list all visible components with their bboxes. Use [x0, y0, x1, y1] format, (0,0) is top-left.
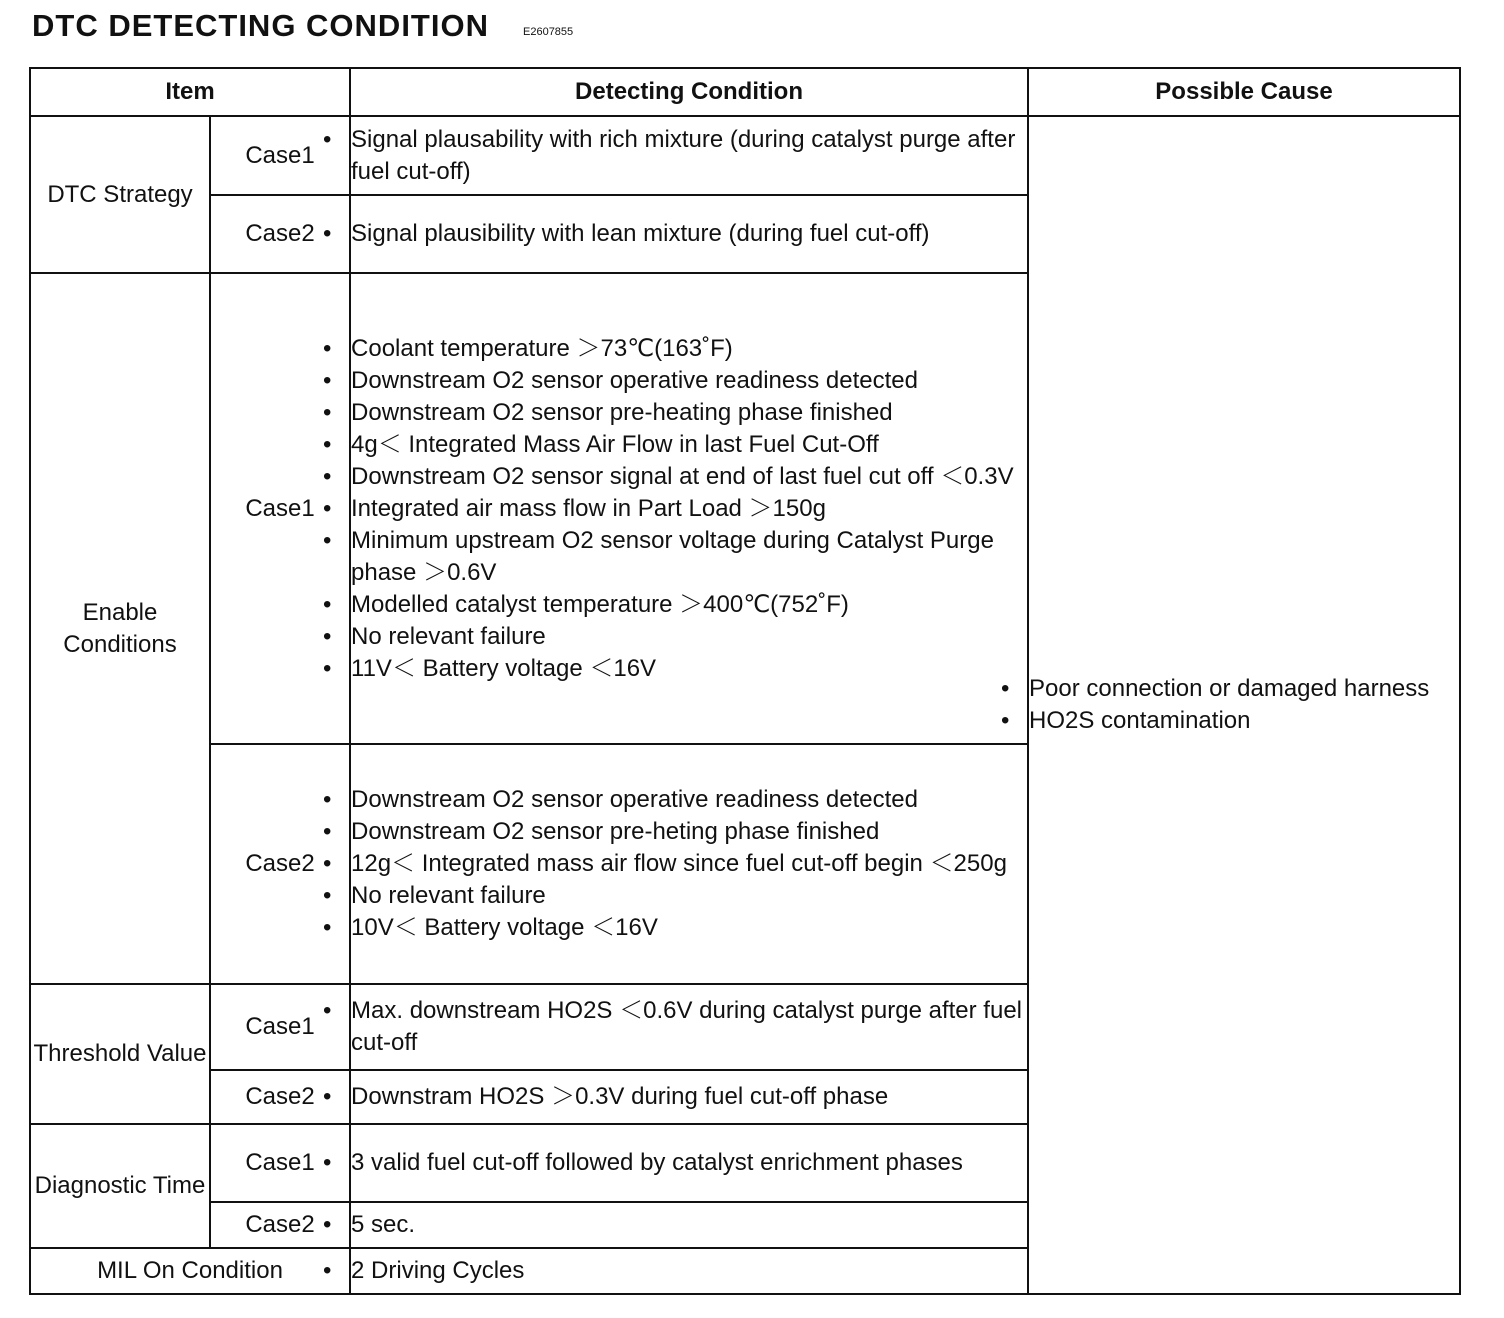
- list-item: • No relevant failure: [351, 621, 1027, 653]
- possible-cause-cell: [1028, 116, 1460, 1294]
- diagnostic-case2-conditions: [350, 1202, 1028, 1248]
- list-item: • Signal plausibility with lean mixture (during fuel cut-off): [351, 218, 1027, 250]
- condition-list: [351, 124, 1027, 188]
- list-item: • Signal plausability with rich mixture (during catalyst purge after fuel cut-off): [351, 124, 1027, 188]
- list-item: • 5 sec.: [351, 1209, 1027, 1241]
- header-possible-cause: Possible Cause: [1028, 68, 1460, 116]
- condition-list: [351, 1255, 1027, 1287]
- group-threshold-value: Threshold Value: [30, 984, 210, 1124]
- list-item: • 10V＜ Battery voltage ＜16V: [351, 912, 1027, 944]
- list-item: • No relevant failure: [351, 880, 1027, 912]
- list-item: • Downstram HO2S ＞0.3V during fuel cut-off phase: [351, 1081, 1027, 1113]
- header-item: Item: [30, 68, 350, 116]
- dtc-table: [29, 67, 1461, 1295]
- condition-list: [351, 784, 1027, 944]
- case-label: Case2: [210, 195, 350, 273]
- case-label: Case1: [210, 273, 350, 744]
- condition-list: [351, 333, 1027, 685]
- condition-list: [351, 1081, 1027, 1113]
- case-label: Case1: [210, 1124, 350, 1202]
- list-item: • 12g＜ Integrated mass air flow since fuel cut-off begin ＜250g: [351, 848, 1027, 880]
- case-label: Case1: [210, 984, 350, 1070]
- list-item: • Integrated air mass flow in Part Load ＞150g: [351, 493, 1027, 525]
- list-item: • Downstream O2 sensor operative readiness detected: [351, 784, 1027, 816]
- list-item: • Downstream O2 sensor pre-heating phase finished: [351, 397, 1027, 429]
- table-row: [30, 116, 1460, 195]
- case-label: Case2: [210, 1070, 350, 1124]
- list-item: • Downstream O2 sensor operative readiness detected: [351, 365, 1027, 397]
- case-label: Case2: [210, 744, 350, 984]
- cause-list: [1029, 673, 1459, 737]
- list-item: • Max. downstream HO2S ＜0.6V during catalyst purge after fuel cut-off: [351, 995, 1027, 1059]
- threshold-case1-conditions: [350, 984, 1028, 1070]
- strategy-case1-conditions: [350, 116, 1028, 195]
- condition-list: [351, 995, 1027, 1059]
- list-item: • Downstream O2 sensor signal at end of last fuel cut off ＜0.3V: [351, 461, 1027, 493]
- list-item: • 11V＜ Battery voltage ＜16V: [351, 653, 1027, 685]
- case-label: Case1: [210, 116, 350, 195]
- mil-conditions: [350, 1248, 1028, 1294]
- document-code: E2607855: [523, 26, 574, 38]
- header-detecting-condition: Detecting Condition: [350, 68, 1028, 116]
- title-row: [32, 4, 573, 48]
- group-diagnostic-time: Diagnostic Time: [30, 1124, 210, 1248]
- list-item: • Poor connection or damaged harness: [1029, 673, 1459, 705]
- threshold-case2-conditions: [350, 1070, 1028, 1124]
- list-item: • Minimum upstream O2 sensor voltage during Catalyst Purge phase ＞0.6V: [351, 525, 1027, 589]
- list-item: • HO2S contamination: [1029, 705, 1459, 737]
- group-dtc-strategy: DTC Strategy: [30, 116, 210, 273]
- group-enable-conditions: Enable Conditions: [30, 273, 210, 984]
- header-row: [30, 68, 1460, 116]
- strategy-case2-conditions: [350, 195, 1028, 273]
- list-item: • Downstream O2 sensor pre-heting phase finished: [351, 816, 1027, 848]
- condition-list: [351, 218, 1027, 250]
- condition-list: [351, 1209, 1027, 1241]
- page-title: DTC DETECTING CONDITION: [32, 8, 489, 43]
- list-item: • 3 valid fuel cut-off followed by catalyst enrichment phases: [351, 1147, 1027, 1179]
- group-mil-on-condition: MIL On Condition: [30, 1248, 350, 1294]
- enable-case2-conditions: [350, 744, 1028, 984]
- list-item: • Coolant temperature ＞73℃(163˚F): [351, 333, 1027, 365]
- case-label: Case2: [210, 1202, 350, 1248]
- condition-list: [351, 1147, 1027, 1179]
- list-item: • 2 Driving Cycles: [351, 1255, 1027, 1287]
- list-item: • 4g＜ Integrated Mass Air Flow in last Fuel Cut-Off: [351, 429, 1027, 461]
- diagnostic-case1-conditions: [350, 1124, 1028, 1202]
- enable-case1-conditions: [350, 273, 1028, 744]
- list-item: • Modelled catalyst temperature ＞400℃(752˚F): [351, 589, 1027, 621]
